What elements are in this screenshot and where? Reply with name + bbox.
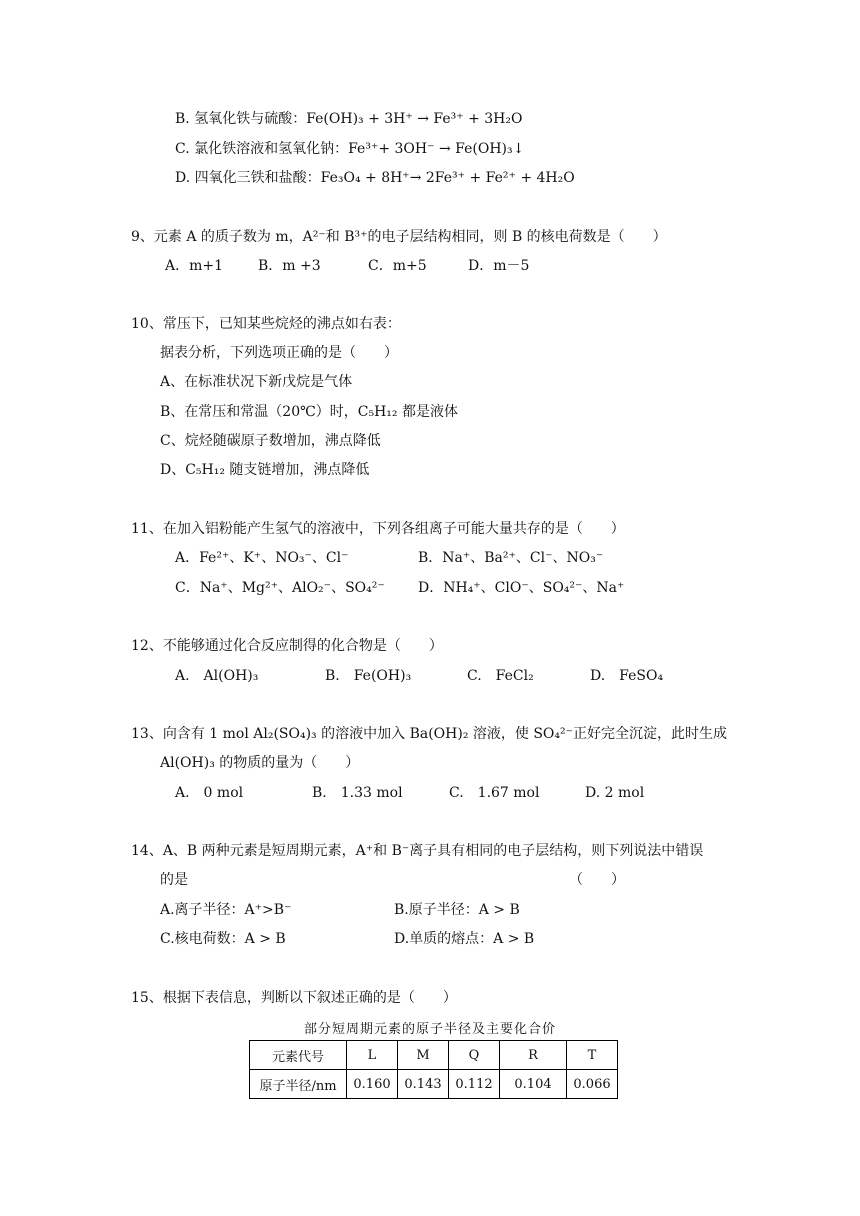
table-cell: 元素代号 <box>250 1041 347 1070</box>
q11-stem: 11、在加入铝粉能产生氢气的溶液中，下列各组离子可能大量共存的是（ ） <box>131 521 625 537</box>
q13-option-a: A. 0 mol <box>175 785 244 801</box>
table-cell: R <box>500 1041 567 1070</box>
table-cell: 0.160 <box>347 1070 398 1099</box>
atomic-radius-table <box>249 1040 618 1099</box>
q12-option-a: A. Al(OH)₃ <box>175 668 259 684</box>
q14-option-c: C.核电荷数：A > B <box>160 931 286 947</box>
q11-option-a: A．Fe²⁺、K⁺、NO₃⁻、Cl⁻ <box>175 550 349 566</box>
table-row <box>250 1070 618 1099</box>
q13-option-c: C. 1.67 mol <box>449 785 540 801</box>
table-cell: 0.066 <box>567 1070 618 1099</box>
q13-option-b: B. 1.33 mol <box>312 785 403 801</box>
q8-option-c: C. 氯化铁溶液和氢氧化钠：Fe³⁺+ 3OH⁻ → Fe(OH)₃↓ <box>175 141 525 157</box>
q10-option-b: B、在常压和常温（20℃）时，C₅H₁₂ 都是液体 <box>160 404 458 420</box>
q8-option-d: D. 四氧化三铁和盐酸：Fe₃O₄ + 8H⁺→ 2Fe³⁺ + Fe²⁺ + 4H₂O <box>175 170 575 186</box>
table-cell: 原子半径/nm <box>250 1070 347 1099</box>
q10-option-d: D、C₅H₁₂ 随支链增加，沸点降低 <box>160 462 370 478</box>
q11-option-d: D．NH₄⁺、ClO⁻、SO₄²⁻、Na⁺ <box>418 580 625 596</box>
q14-stem-line1: 14、A、B 两种元素是短周期元素，A⁺和 B⁻离子具有相同的电子层结构，则下列说法中错误 <box>131 843 704 859</box>
q9-stem: 9、元素 A 的质子数为 m，A²⁻和 B³⁺的电子层结构相同，则 B 的核电荷数是（ ） <box>131 229 667 245</box>
table-cell: 0.112 <box>449 1070 500 1099</box>
q14-option-a: A.离子半径：A⁺>B⁻ <box>160 902 292 918</box>
q9-option-d: D．m－5 <box>468 258 530 274</box>
q14-answer-bracket: （ ） <box>569 872 625 888</box>
q11-option-c: C．Na⁺、Mg²⁺、AlO₂⁻、SO₄²⁻ <box>175 580 385 596</box>
q13-option-d: D. 2 mol <box>585 785 645 801</box>
q9-option-b: B．m +3 <box>258 258 321 274</box>
q10-stem: 10、常压下，已知某些烷烃的沸点如右表： <box>131 316 401 332</box>
q10-option-a: A、在标准状况下新戊烷是气体 <box>160 374 353 390</box>
q11-option-b: B．Na⁺、Ba²⁺、Cl⁻、NO₃⁻ <box>418 550 604 566</box>
q14-option-d: D.单质的熔点：A > B <box>394 931 535 947</box>
q15-stem: 15、根据下表信息，判断以下叙述正确的是（ ） <box>131 990 457 1006</box>
q14-stem-line2: 的是 <box>160 872 188 888</box>
table-cell: 0.104 <box>500 1070 567 1099</box>
table-caption: 部分短周期元素的原子半径及主要化合价 <box>303 1022 556 1037</box>
q13-stem-line1: 13、向含有 1 mol Al₂(SO₄)₃ 的溶液中加入 Ba(OH)₂ 溶液，使 SO₄²⁻正好完全沉淀，此时生成 <box>131 726 728 742</box>
q9-option-c: C．m+5 <box>368 258 427 274</box>
table-cell: L <box>347 1041 398 1070</box>
table-cell: 0.143 <box>398 1070 449 1099</box>
table-cell: T <box>567 1041 618 1070</box>
q12-option-b: B. Fe(OH)₃ <box>325 668 412 684</box>
table-cell: Q <box>449 1041 500 1070</box>
q14-option-b: B.原子半径：A > B <box>394 902 520 918</box>
table-header-row <box>250 1041 618 1070</box>
q12-stem: 12、不能够通过化合反应制得的化合物是（ ） <box>131 638 443 654</box>
q10-sub: 据表分析，下列选项正确的是（ ） <box>160 345 398 361</box>
q13-stem-line2: Al(OH)₃ 的物质的量为（ ） <box>160 755 360 771</box>
q10-option-c: C、烷烃随碳原子数增加，沸点降低 <box>160 433 381 449</box>
table-cell: M <box>398 1041 449 1070</box>
q12-option-d: D. FeSO₄ <box>590 668 664 684</box>
q8-option-b: B. 氢氧化铁与硫酸：Fe(OH)₃ + 3H⁺ → Fe³⁺ + 3H₂O <box>175 111 523 127</box>
q9-option-a: A．m+1 <box>165 258 224 274</box>
q12-option-c: C. FeCl₂ <box>467 668 534 684</box>
